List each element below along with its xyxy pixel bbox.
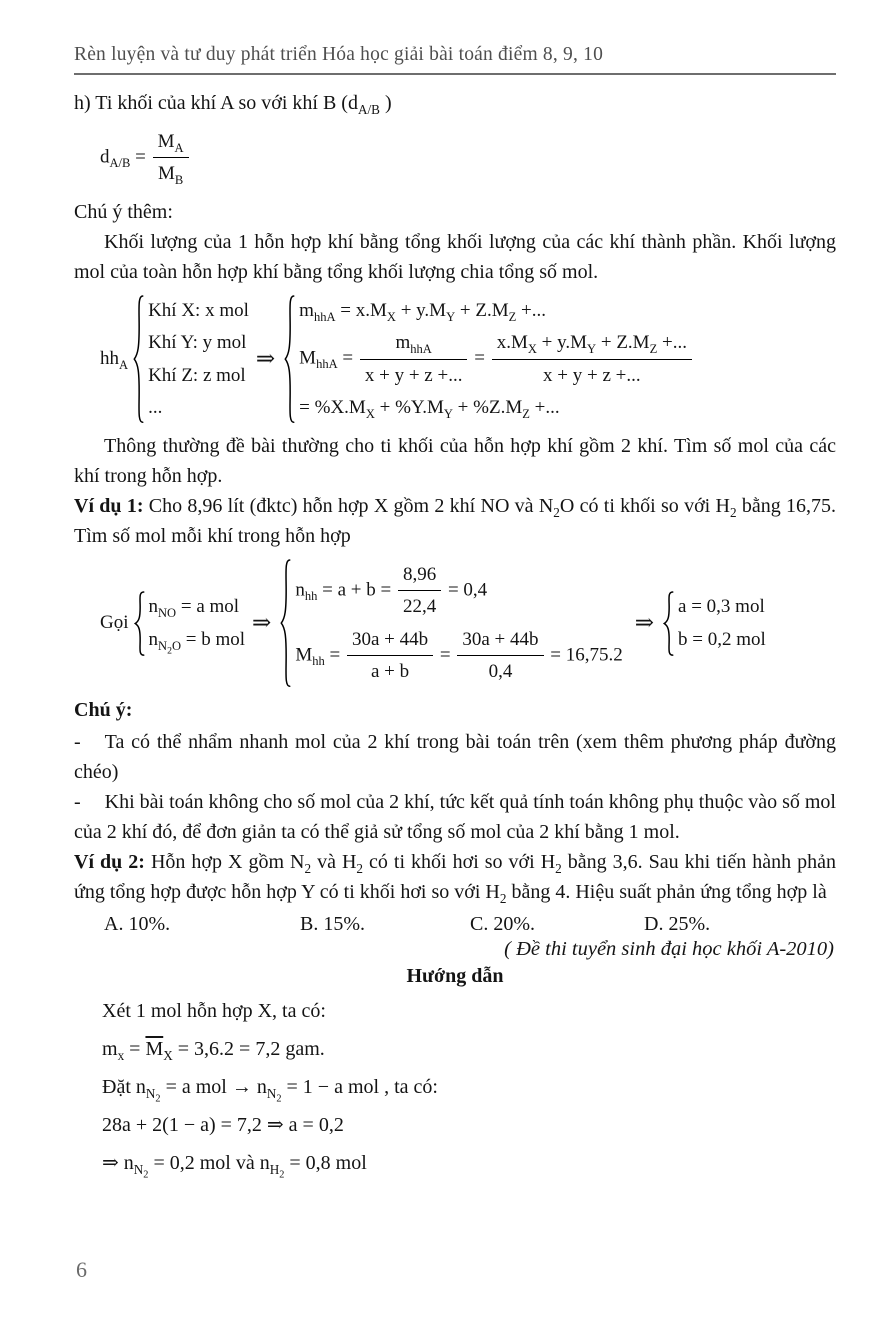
section-h-title: h) Ti khối của khí A so với khí B ($d_{A/B}$ ) xyxy=(74,92,392,117)
example2-label: Ví dụ 2: xyxy=(74,851,145,874)
fraction: $\frac{8,96}{22,4}$ xyxy=(398,561,441,621)
fraction: $\frac{30a + 44b}{a + b}$ xyxy=(347,626,433,686)
solution-line: 28a + 2(1 − a) = 7,2 ⇒ a = 0,2 xyxy=(102,1114,344,1137)
example2-paragraph xyxy=(74,847,836,907)
answer-choices xyxy=(104,913,836,936)
given-line: $n_{N_2O} = b$ mol xyxy=(148,628,246,657)
result-line: $m_{hhA} = x.M_X + y.M_Y + Z.M_Z$ +... xyxy=(299,299,546,324)
example1-solution-row xyxy=(100,558,836,688)
implies-arrow-icon: ⇒ xyxy=(255,346,276,373)
result-line: $M_{hhA}$ = $\frac{m_{hhA}}{x + y + z +...}$ = $\frac{x.M_X + y.M_Y + Z.M_Z +...}{x + y + z +...}$ xyxy=(299,327,694,392)
note-more-label: Chú ý thêm: xyxy=(74,201,173,224)
choice-b: B. 15%. xyxy=(300,913,365,936)
fraction: $\frac{x.M_X + y.M_Y + Z.M_Z +...}{x + y + z +...}$ xyxy=(492,329,692,389)
fraction: $\frac{M_A}{M_B}$ xyxy=(153,128,189,188)
component-line: Khí Z: z mol xyxy=(148,364,246,386)
paragraph-typical: Thông thường đề bài thường cho ti khối của hỗn hợp khí gồm 2 khí. Tìm số mol của các khí trong hỗn hợp. xyxy=(74,435,836,488)
system-line: $n_{hh} = a + b$ = $\frac{8,96}{22,4}$ = 0,4 xyxy=(295,558,622,623)
given-list xyxy=(149,591,246,656)
mixture-formula xyxy=(100,294,836,424)
example1-text: Cho 8,96 lít (đktc) hỗn hợp X gồm 2 khí NO và $N_2O$ có ti khối so với $H_2$ bằng 16,75. Tìm số mol mỗi khí trong hỗn hợp xyxy=(74,495,836,548)
choice-a: A. 10%. xyxy=(104,913,171,936)
example1-paragraph xyxy=(74,491,836,551)
system-line: $M_{hh}$ = $\frac{30a + 44b}{a + b}$ = $\frac{30a + 44b}{0,4}$ = 16,75.2 xyxy=(295,623,622,688)
left-brace-icon xyxy=(132,294,145,424)
density-ratio-expression: $d_{A/B}$ = $\frac{M_A}{M_B}$ xyxy=(100,125,191,190)
note-more-paragraph: Khối lượng của 1 hỗn hợp khí bằng tổng khối lượng của các khí thành phần. Khối lượng mol của toàn hỗn hợp khí bằng tổng khối lượng chia tổng số mol. xyxy=(74,231,836,284)
note-label: Chú ý: xyxy=(74,699,133,722)
note-item-text: Khi bài toán không cho số mol của 2 khí, tức kết quả tính toán không phụ thuộc vào số mol của 2 khí đó, để đơn giản ta có thể giả sử tổng số mol của 2 khí bằng 1 mol. xyxy=(74,791,836,844)
system-list xyxy=(295,558,622,688)
result-line: = $\%X.M_X + \%Y.M_Y + \%Z.M_Z$ +... xyxy=(299,397,560,422)
fraction: $\frac{m_{hhA}}{x + y + z +...}$ xyxy=(360,329,468,389)
left-brace-icon xyxy=(279,558,292,688)
left-brace-icon xyxy=(283,294,296,424)
note-item xyxy=(74,727,836,787)
exam-source: ( Đề thi tuyển sinh đại học khối A-2010) xyxy=(504,938,834,961)
system-group xyxy=(278,558,622,688)
note-item-text: Ta có thể nhẩm nhanh mol của 2 khí trong bài toán trên (xem thêm phương pháp đường chéo) xyxy=(74,731,836,784)
mixture-results-list xyxy=(299,294,694,424)
solution-line: $m_x = \overline{M}_X = 3,6.2 = 7,2$ gam. xyxy=(102,1038,325,1064)
note-item xyxy=(74,787,836,847)
answer-list xyxy=(678,591,766,656)
component-line: ... xyxy=(148,397,163,419)
implies-arrow-icon: ⇒ xyxy=(634,610,655,637)
choice-d: D. 25%. xyxy=(644,913,711,936)
component-line: Khí X: x mol xyxy=(148,299,249,321)
page-number: 6 xyxy=(76,1257,87,1282)
bullet-dash: - xyxy=(74,731,81,754)
solution-line: Đặt $n_{N_2} = a$ mol → $n_{N_2} = 1 - a$ mol , ta có: xyxy=(102,1076,438,1106)
answer-line: b = 0,2 mol xyxy=(678,628,766,650)
page-header xyxy=(74,44,836,75)
mixture-components-group xyxy=(131,294,249,424)
bullet-dash: - xyxy=(74,791,81,814)
choice-c: C. 20%. xyxy=(470,913,535,936)
example2-text: Hỗn hợp X gồm $N_2$ và $H_2$ có ti khối hơi so với $H_2$ bằng 3,6. Sau khi tiến hành phản ứng tổng hợp được hỗn hợp Y có ti khối hơi so với $H_2$ bằng 4. Hiệu suất phản ứng tổng hợp là xyxy=(74,851,836,907)
mixture-components-list xyxy=(148,294,249,424)
running-title: Rèn luyện và tư duy phát triển Hóa học giải bài toán điểm 8, 9, 10 xyxy=(74,44,604,65)
solution-line: Xét 1 mol hỗn hợp X, ta có: xyxy=(102,1000,326,1023)
mixture-label: $hh_A$ xyxy=(100,348,129,372)
left-brace-icon xyxy=(133,591,146,656)
example1-label: Ví dụ 1: xyxy=(74,495,144,518)
answer-line: a = 0,3 mol xyxy=(678,596,765,618)
goi-label: Gọi xyxy=(100,612,129,634)
given-line: $n_{NO} = a$ mol xyxy=(148,596,240,621)
fraction: $\frac{30a + 44b}{0,4}$ xyxy=(457,626,543,686)
mixture-results-group xyxy=(282,294,694,424)
left-brace-icon xyxy=(662,591,675,656)
solution-line: ⇒ $n_{N_2} = 0,2$ mol và $n_{H_2} = 0,8$ mol xyxy=(102,1152,367,1182)
implies-arrow-icon: ⇒ xyxy=(252,610,272,637)
given-group xyxy=(132,591,246,656)
density-ratio-formula xyxy=(100,125,836,190)
component-line: Khí Y: y mol xyxy=(148,332,247,354)
answer-group xyxy=(661,591,766,656)
solution-heading: Hướng dẫn xyxy=(406,965,504,988)
